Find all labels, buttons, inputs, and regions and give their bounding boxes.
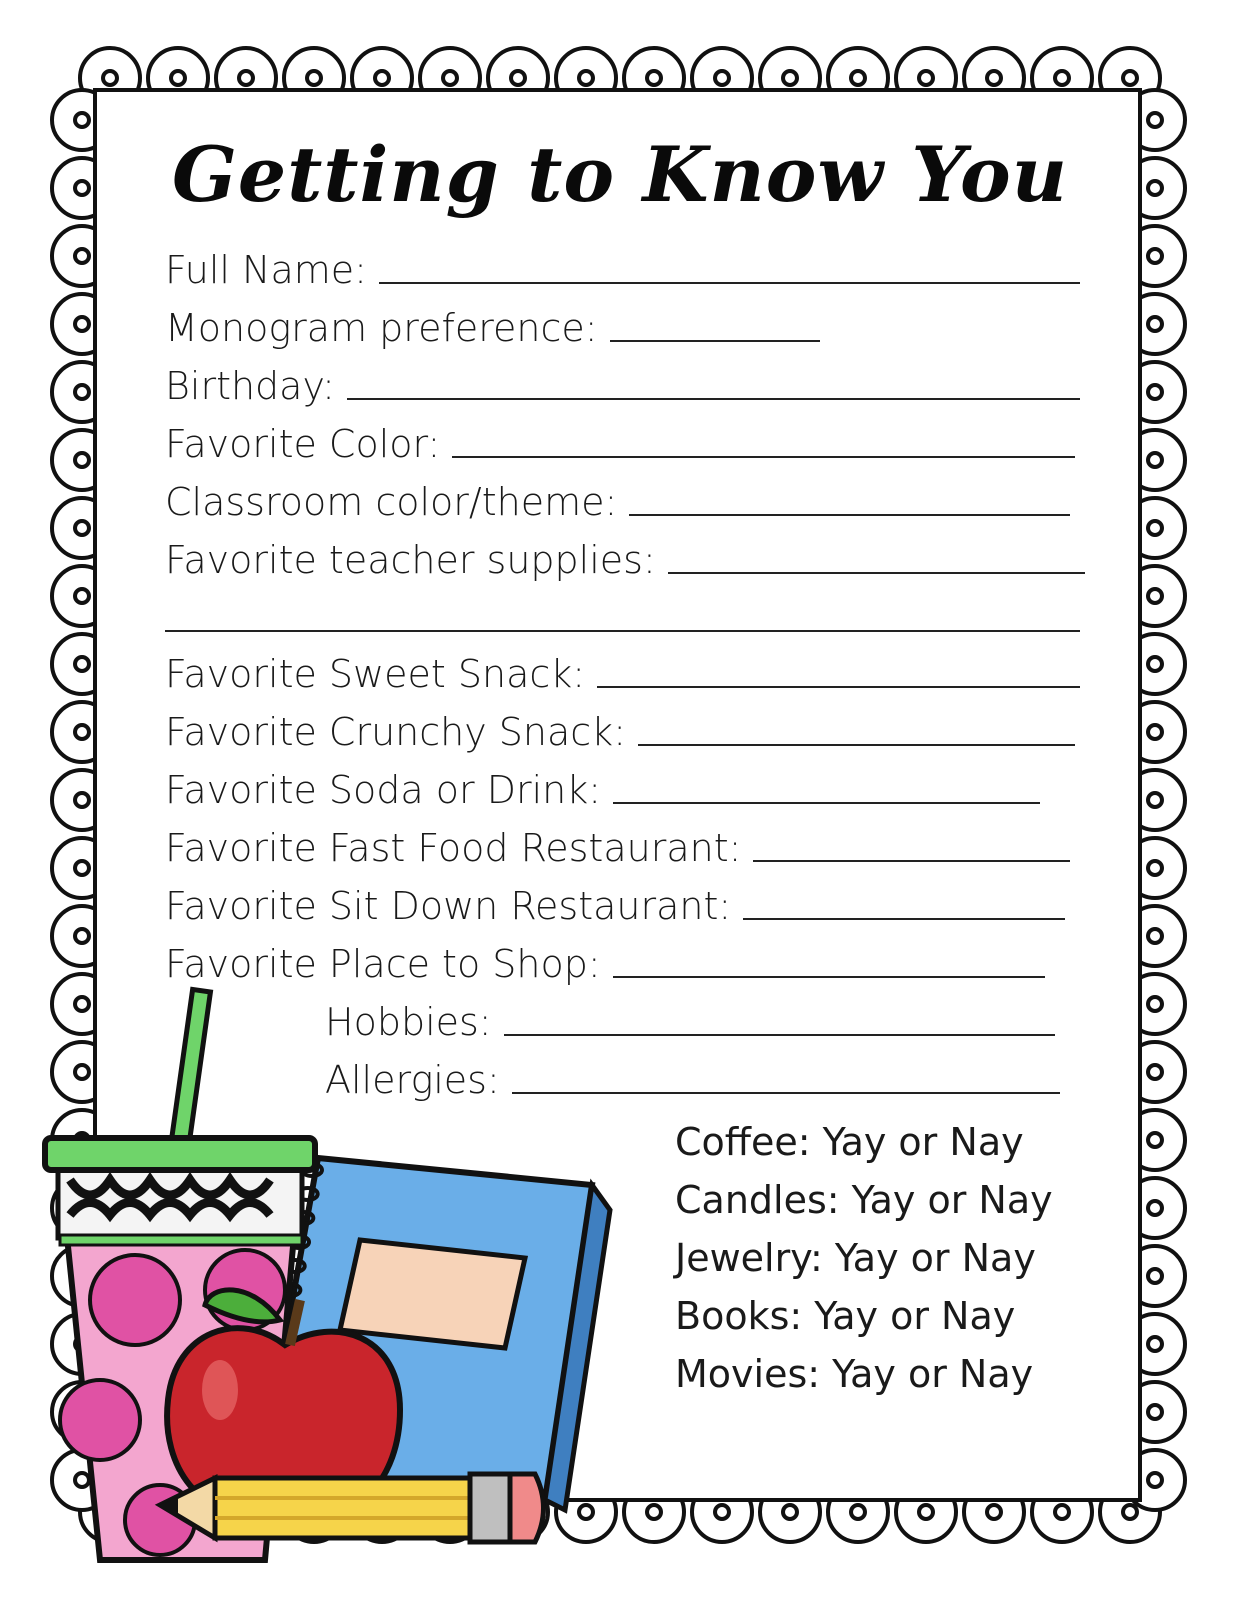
sit-down-label: Favorite Sit Down Restaurant: [165,884,732,928]
shop-label: Favorite Place to Shop: [165,942,601,986]
fast-food-label: Favorite Fast Food Restaurant: [165,826,742,870]
sweet-snack-label: Favorite Sweet Snack: [165,652,586,696]
full-name-label: Full Name: [165,248,367,292]
crunchy-snack-label: Favorite Crunchy Snack: [165,710,626,754]
pencil-icon [160,1474,544,1542]
teacher-supplies-label: Favorite teacher supplies: [165,538,656,582]
favorite-color-label: Favorite Color: [165,422,441,466]
coffee-yay-or-nay[interactable]: Coffee: Yay or Nay [675,1120,1024,1164]
monogram-label: Monogram preference: [165,306,598,350]
books-yay-or-nay[interactable]: Books: Yay or Nay [675,1294,1016,1338]
page-title: Getting to Know You [172,130,1068,219]
candles-yay-or-nay[interactable]: Candles: Yay or Nay [675,1178,1053,1222]
jewelry-yay-or-nay[interactable]: Jewelry: Yay or Nay [675,1236,1036,1280]
allergies-label: Allergies: [325,1058,500,1102]
birthday-label: Birthday: [165,364,335,408]
hobbies-label: Hobbies: [325,1000,492,1044]
classroom-theme-label: Classroom color/theme: [165,480,618,524]
soda-drink-label: Favorite Soda or Drink: [165,768,602,812]
movies-yay-or-nay[interactable]: Movies: Yay or Nay [675,1352,1034,1396]
